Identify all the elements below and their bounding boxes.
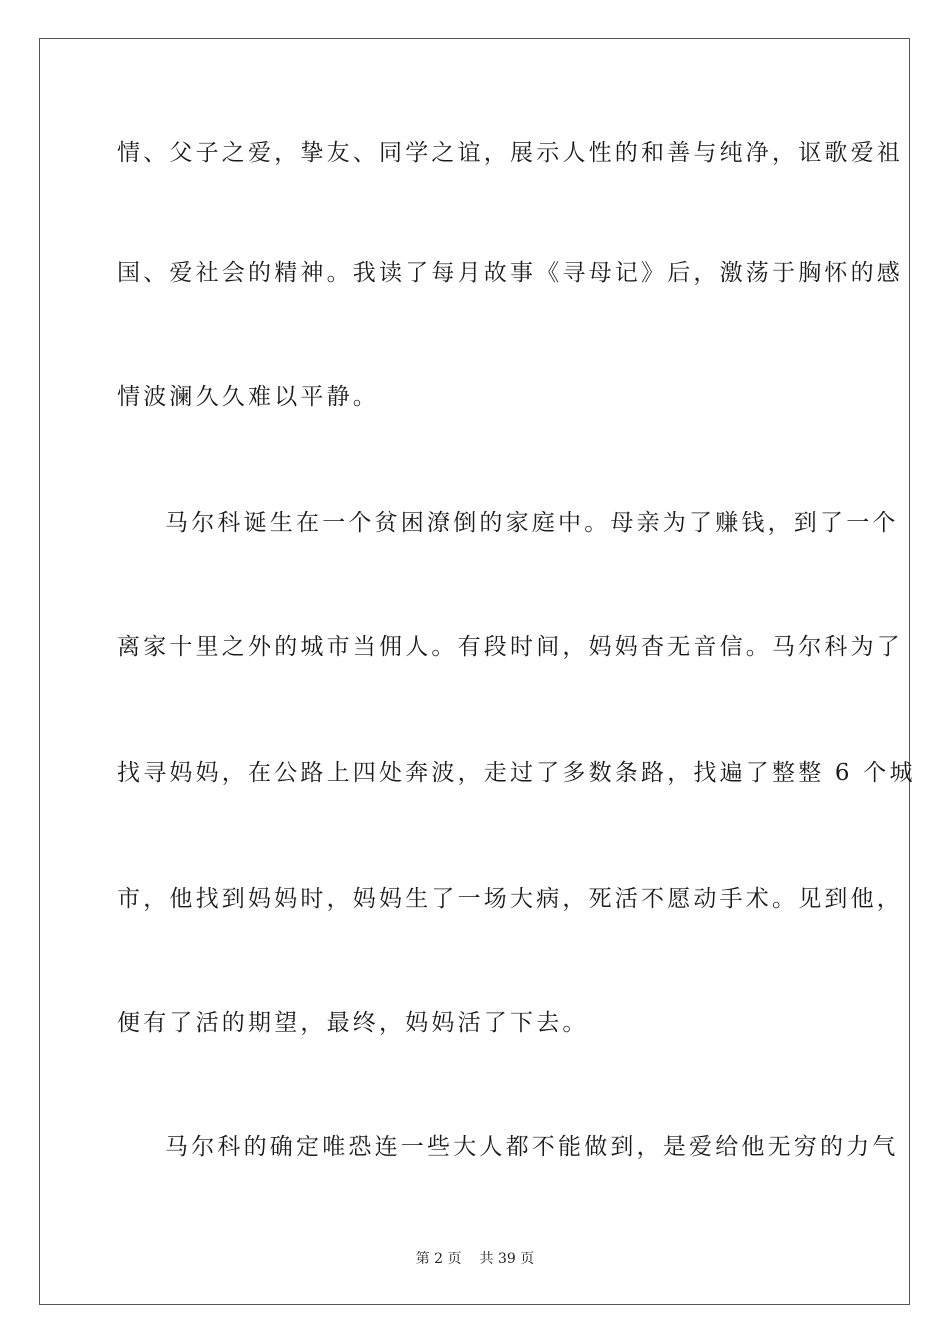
paragraph-start-line: 马尔科的确定唯恐连一些大人都不能做到，是爱给他无穷的力气 xyxy=(165,1134,899,1160)
page-total: 共 39 页 xyxy=(479,1251,535,1267)
page-number: 第 2 页 xyxy=(415,1251,462,1267)
text-line: 便有了活的期望，最终，妈妈活了下去。 xyxy=(117,1010,589,1036)
text-line: 市，他找到妈妈时，妈妈生了一场大病，死活不愿动手术。见到他， xyxy=(117,886,903,912)
text-line: 情、父子之爱，挚友、同学之谊，展示人性的和善与纯净，讴歌爱祖 xyxy=(117,140,903,166)
text-line: 离家十里之外的城市当佣人。有段时间，妈妈杳无音信。马尔科为了 xyxy=(117,634,903,660)
page-border xyxy=(39,38,916,1305)
page-footer xyxy=(0,1248,950,1268)
text-line: 情波澜久久难以平静。 xyxy=(117,384,379,410)
paragraph-start-line: 马尔科诞生在一个贫困潦倒的家庭中。母亲为了赚钱，到了一个 xyxy=(165,510,899,536)
text-line: 找寻妈妈，在公路上四处奔波，走过了多数条路，找遍了整整 6 个城 xyxy=(117,760,916,786)
text-line: 国、爱社会的精神。我读了每月故事《寻母记》后，激荡于胸怀的感 xyxy=(117,260,903,286)
